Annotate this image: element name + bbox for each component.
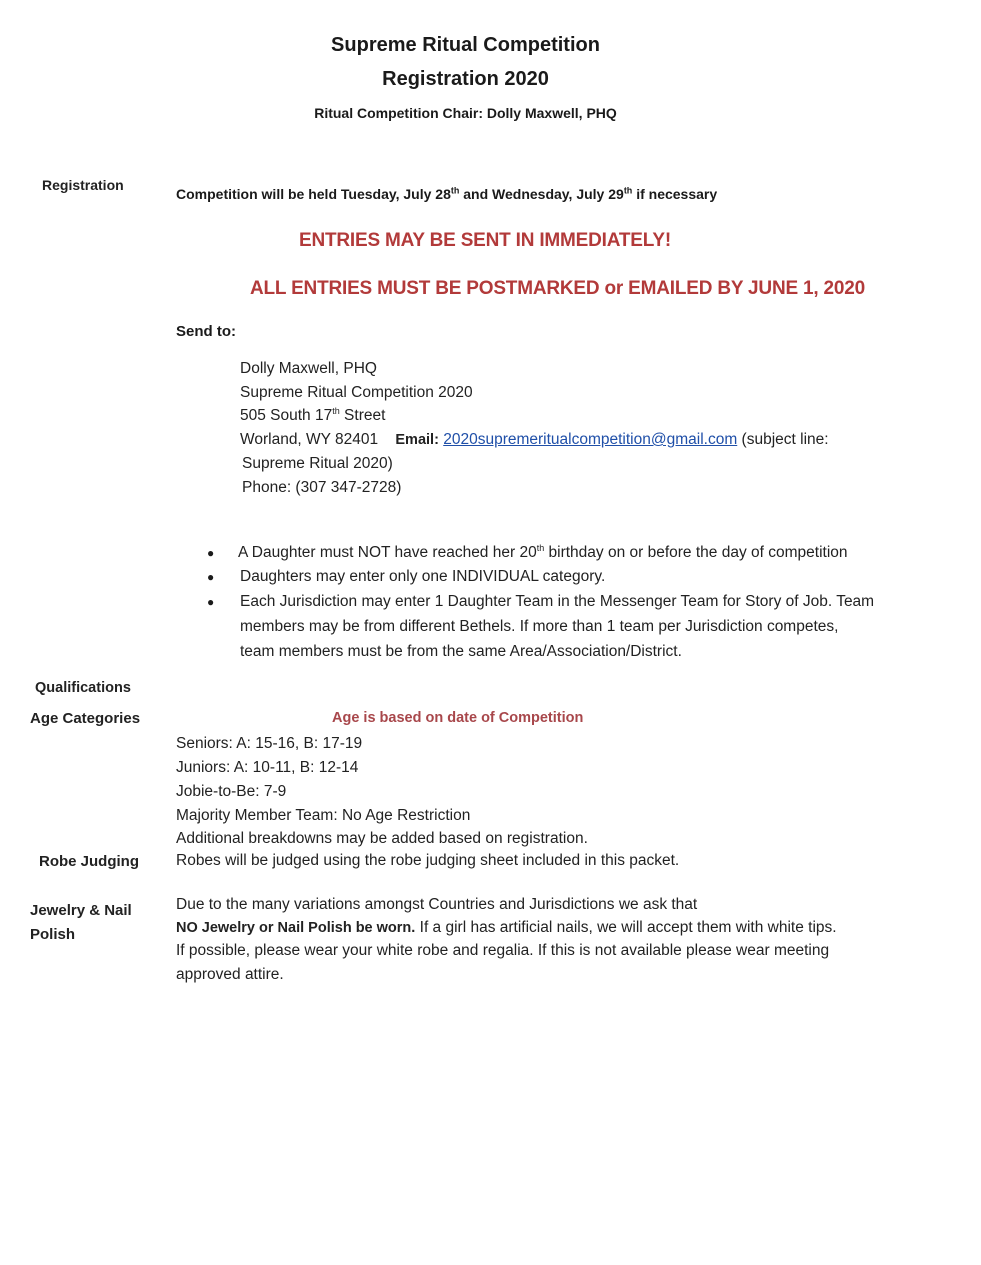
bullet-icon: ●	[207, 546, 215, 560]
email-link[interactable]: 2020supremeritualcompetition@gmail.com	[443, 431, 738, 448]
rule-team-line3: team members must be from the same Area/Association/District.	[240, 643, 682, 660]
robe-judging-label: Robe Judging	[39, 853, 139, 870]
email-subject: Supreme Ritual 2020)	[242, 455, 393, 472]
deadline-notice: ALL ENTRIES MUST BE POSTMARKED or EMAILED BY JUNE 1, 2020	[250, 278, 866, 299]
entries-notice: ENTRIES MAY BE SENT IN IMMEDIATELY!	[299, 230, 671, 251]
recipient-phone: Phone: (307 347-2728)	[242, 479, 402, 496]
jewelry-label-line2: Polish	[30, 926, 76, 943]
rule-team-line2: members may be from different Bethels. If more than 1 team per Jurisdiction competes,	[240, 618, 839, 635]
bullet-icon: ●	[207, 570, 215, 584]
recipient-city-email: Worland, WY 82401 Email: 2020supremeritualcompetition@gmail.com (subject line:	[240, 431, 829, 448]
rule-team-line1: Each Jurisdiction may enter 1 Daughter Team in the Messenger Team for Story of Job. Team	[240, 593, 875, 610]
jewelry-text-line3: If possible, please wear your white robe and regalia. If this is not available please wear meeting	[176, 942, 830, 959]
category-jobie: Jobie-to-Be: 7-9	[176, 783, 287, 800]
age-note: Age is based on date of Competition	[332, 710, 584, 726]
page-subtitle: Registration 2020	[382, 68, 549, 90]
competition-chair: Ritual Competition Chair: Dolly Maxwell, PHQ	[314, 105, 617, 121]
bullet-icon: ●	[207, 595, 215, 609]
page-title: Supreme Ritual Competition	[331, 34, 600, 56]
recipient-name: Dolly Maxwell, PHQ	[240, 360, 377, 377]
category-additional: Additional breakdowns may be added based on registration.	[176, 830, 588, 847]
jewelry-text-line4: approved attire.	[176, 966, 284, 983]
category-juniors: Juniors: A: 10-11, B: 12-14	[176, 759, 359, 776]
age-categories-label: Age Categories	[30, 710, 141, 727]
send-to-label: Send to:	[176, 323, 236, 340]
rule-individual-category: Daughters may enter only one INDIVIDUAL category.	[240, 568, 606, 585]
category-seniors: Seniors: A: 15-16, B: 17-19	[176, 735, 363, 752]
recipient-street: 505 South 17th Street	[240, 405, 386, 424]
robe-judging-text: Robes will be judged using the robe judging sheet included in this packet.	[176, 852, 680, 869]
competition-dates: Competition will be held Tuesday, July 28th and Wednesday, July 29th if necessary	[176, 185, 718, 202]
jewelry-label-line1: Jewelry & Nail	[30, 902, 132, 919]
email-label: Email:	[395, 432, 439, 448]
category-majority: Majority Member Team: No Age Restriction	[176, 807, 471, 824]
qualifications-label: Qualifications	[35, 680, 131, 696]
rule-age-limit: A Daughter must NOT have reached her 20th birthday on or before the day of competition	[238, 542, 848, 561]
registration-label: Registration	[42, 177, 124, 193]
recipient-organization: Supreme Ritual Competition 2020	[240, 384, 473, 401]
jewelry-text-line1: Due to the many variations amongst Countries and Jurisdictions we ask that	[176, 896, 698, 913]
jewelry-text-line2: NO Jewelry or Nail Polish be worn. If a girl has artificial nails, we will accept them with white tips.	[176, 919, 837, 936]
